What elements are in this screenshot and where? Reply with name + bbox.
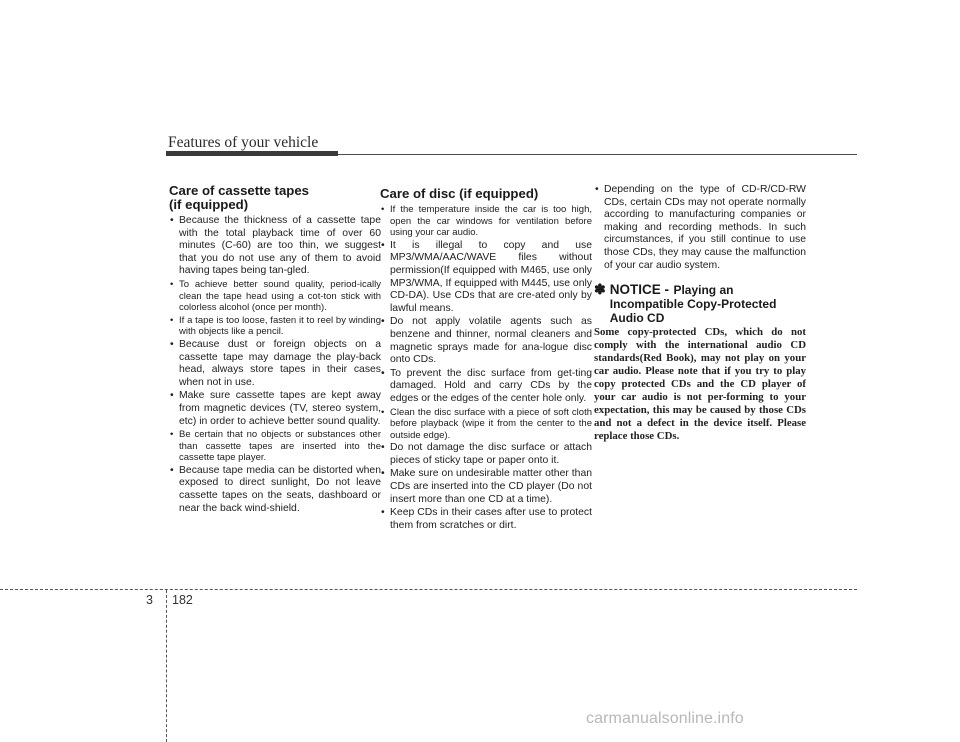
header-bar: [166, 151, 338, 156]
page-number: 182: [172, 593, 193, 607]
page-header-title: Features of your vehicle: [168, 134, 319, 151]
section-title-disc: Care of disc (if equipped): [380, 186, 539, 201]
disc-care-list: [380, 204, 592, 532]
list-item: • Because the thickness of a cassette tape with the total playback time of over 60 minutes (C-60) are too thin, we suggest that you do not use any of them to avoid having tapes being tan-gled.: [169, 215, 381, 278]
list-item: • Keep CDs in their cases after use to protect them from scratches or dirt.: [380, 507, 592, 532]
list-item: • Be certain that no objects or substances other than cassette tapes are inserted into the cassette tape player.: [169, 429, 381, 464]
column-cd-notice: [594, 184, 806, 443]
column-cassette-care: [169, 184, 381, 516]
watermark: carmanualsonline.info: [586, 710, 744, 727]
column-disc-care: [380, 187, 592, 533]
list-item: • Depending on the type of CD-R/CD-RW CDs, certain CDs may not operate normally according to manufacturing companies or making and recording methods. In such circumstances, if you still continue to use those CDs, they may cause the malfunction of your car audio system.: [594, 184, 806, 272]
cd-type-list: [594, 184, 806, 272]
list-item: • If the temperature inside the car is too high, open the car windows for ventilation before using your car audio.: [380, 204, 592, 239]
list-item: • Make sure cassette tapes are kept away from magnetic devices (TV, stereo system, etc) in order to achieve better sound quality.: [169, 390, 381, 428]
list-item: • Do not apply volatile agents such as benzene and thinner, normal cleaners and magnetic sprays made for ana-logue disc onto CDs.: [380, 316, 592, 366]
notice-label: NOTICE -: [609, 282, 669, 298]
notice-body: Some copy-protected CDs, which do not comply with the international audio CD standards(Red Book), may not play on your car audio. Please note that if you try to play copy protected CDs and the CD player of your car audio is not per-forming to your expectation, this may be caused by those CDs and not a defect in the device itself. Please replace those CDs.: [594, 326, 806, 443]
cassette-care-list: [169, 215, 381, 515]
section-number: 3: [146, 593, 153, 607]
notice-heading-text: [610, 283, 806, 325]
list-item: • Because tape media can be distorted when exposed to direct sunlight, Do not leave cassette tapes on the seats, dashboard or near the back wind-shield.: [169, 465, 381, 515]
notice-subtitle: Playing an Incompatible Copy-Protected Audio CD: [609, 283, 777, 326]
list-item: • To prevent the disc surface from get-ting damaged. Hold and carry CDs by the edges or the edges of the center hole only.: [380, 368, 592, 406]
list-item: • If a tape is too loose, fasten it to reel by winding with objects like a pencil.: [169, 315, 381, 338]
list-item: • Because dust or foreign objects on a cassette tape may damage the play-back head, always store tapes in their cases when not in use.: [169, 339, 381, 389]
footer-divider: [0, 589, 857, 590]
notice-mark-icon: ✽: [594, 281, 606, 298]
header-rule: [338, 154, 857, 155]
list-item: • It is illegal to copy and use MP3/WMA/AAC/WAVE files without permission(If equipped with M465, use only MP3/WMA, If equipped with M445, use only CD-DA). Use CDs that are cre-ated only by lawful means.: [380, 240, 592, 316]
list-item: • Do not damage the disc surface or attach pieces of sticky tape or paper onto it.: [380, 442, 592, 467]
section-title-cassette: Care of cassette tapes (if equipped): [169, 183, 310, 212]
list-item: • To achieve better sound quality, period-ically clean the tape head using a cot-ton stick with colorless alcohol (once per month).: [169, 279, 381, 314]
list-item: • Clean the disc surface with a piece of soft cloth before playback (wipe it from the center to the outside edge).: [380, 407, 592, 442]
footer-vertical-divider: [166, 590, 167, 742]
list-item: • Make sure on undesirable matter other than CDs are inserted into the CD player (Do not insert more than one CD at a time).: [380, 468, 592, 506]
notice-heading: [594, 283, 806, 325]
